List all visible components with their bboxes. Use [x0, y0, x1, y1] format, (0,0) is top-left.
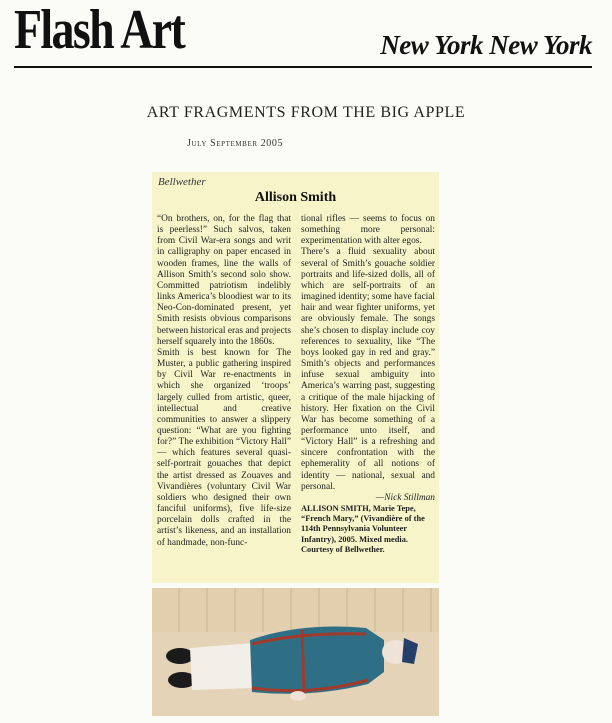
doll-trousers — [190, 643, 256, 690]
page-headline: ART FRAGMENTS FROM THE BIG APPLE — [146, 104, 466, 121]
masthead-rule — [14, 66, 592, 68]
edition-title: New York New York — [380, 30, 592, 60]
doll-jacket — [250, 627, 384, 694]
doll-cap — [402, 638, 418, 664]
article-paragraph: tional rifles — seems to focus on something more personal: experimentation with alter egos. — [301, 214, 435, 247]
issue-date: July September 2005 — [187, 138, 284, 149]
doll-boot — [166, 648, 194, 664]
doll-hand — [290, 691, 306, 701]
article-paragraph: There’s a fluid sexuality about several of Smith’s gouache soldier portraits and life-sized dolls, all of which are self-portraits of an imagined identity; some have facial hair and wear fighter uniforms, yet are obviously female. The songs she’s chosen to display include coy references to sexuality, like “The boys looked gay in red and gray.” Smith’s objects and performances infuse sexual ambiguity into America’s warring past, suggesting a critique of the male hijacking of history. Her fixation on the Civil War has become something of a performance unto itself, and “Victory Hall” is a refreshing and sincere confrontation with the ephemerality of all notions of identity — national, sexual and personal. — [301, 247, 435, 492]
section-label: Bellwether — [158, 176, 206, 188]
article-paragraph: “On brothers, on, for the flag that is peerless!” Such salvos, taken from Civil War-era songs and writ in calligraphy on paper encased in wooden frames, line the walls of Allison Smith’s second solo show. Committed patriotism indelibly links America’s bloodiest war to its Neo-Con-dominated present, yet Smith resists obvious comparisons between historical eras and projects herself squarely into the 1860s. — [157, 214, 291, 347]
masthead — [0, 0, 612, 70]
artwork-photo — [152, 588, 439, 716]
doll-figure — [152, 588, 439, 716]
article-title: Allison Smith — [254, 190, 337, 205]
article-clipping — [152, 172, 439, 583]
article-byline: —Nick Stillman — [375, 492, 435, 503]
article-column-left — [157, 214, 291, 549]
article-column-right — [301, 214, 435, 555]
photo-caption: ALLISON SMITH, Marie Tepe, “French Mary,” (Vivandière of the 114th Pennsylvania Volunteer Infantry), 2005. Mixed media. Courtesy of Bellwether. — [301, 504, 425, 554]
magazine-logo: Flash Art — [14, 0, 185, 61]
article-paragraph: Smith is best known for The Muster, a public gathering inspired by Civil War re-enactments in which she organized ‘troops’ largely culled from artistic, queer, intellectual and creative communities to answer a slippery question: “What are you fighting for?” The exhibition “Victory Hall” — which features several quasi-self-portrait gouaches that depict the artist dressed as Zouaves and Vivandières (voluntary Civil War soldiers who designed their own fanciful uniforms), five life-size porcelain dolls crafted in the artist’s likeness, and an installation of handmade, non-func- — [157, 347, 291, 548]
